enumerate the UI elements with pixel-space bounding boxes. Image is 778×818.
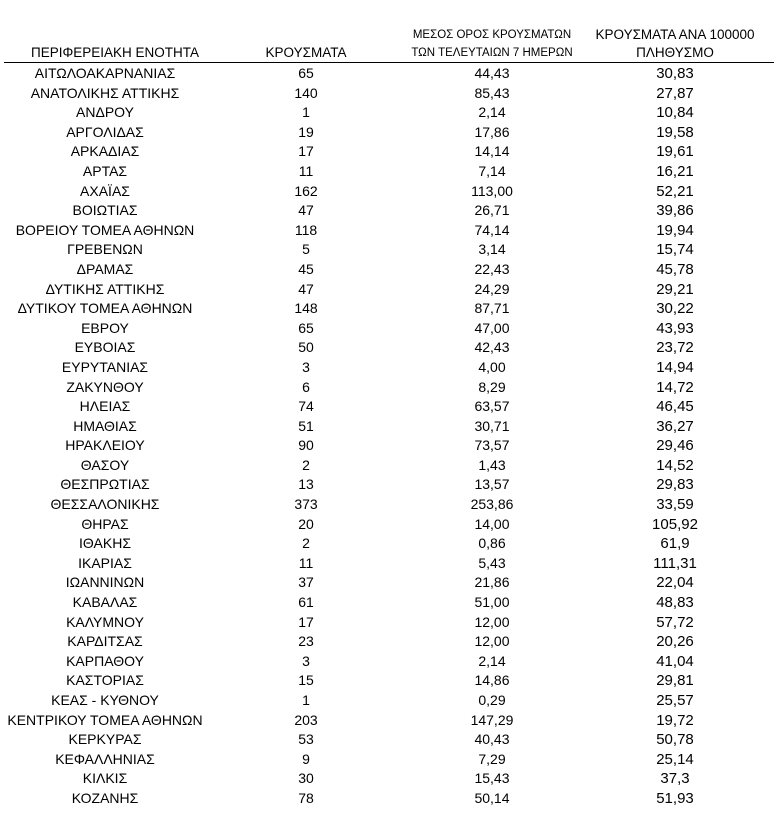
- region-cell: ΑΝΑΤΟΛΙΚΗΣ ΑΤΤΙΚΗΣ: [30, 84, 180, 101]
- cases-cell: 20: [298, 515, 314, 532]
- cases-cell: 17: [298, 613, 314, 630]
- table-row: [0, 711, 778, 731]
- region-cell: ΒΟΙΩΤΙΑΣ: [72, 202, 138, 219]
- region-cell: ΕΥΡΥΤΑΝΙΑΣ: [61, 358, 149, 375]
- region-cell: ΘΗΡΑΣ: [81, 515, 129, 532]
- seven-day-average-cell: 0,86: [478, 535, 506, 552]
- table-row: [0, 319, 778, 339]
- region-cell: ΑΝΔΡΟΥ: [76, 104, 134, 121]
- table-row: [0, 554, 778, 574]
- table-row: [0, 201, 778, 221]
- region-cell: ΕΒΡΟΥ: [81, 319, 129, 336]
- table-row: [0, 299, 778, 319]
- seven-day-average-cell: 5,43: [478, 554, 506, 571]
- table-body: [0, 64, 778, 809]
- seven-day-average-cell: 147,29: [470, 711, 514, 728]
- seven-day-average-cell: 50,14: [474, 789, 510, 806]
- per-100k-cell: 29,83: [656, 476, 694, 494]
- per-100k-cell: 25,14: [656, 750, 694, 768]
- region-cell: ΘΕΣΣΑΛΟΝΙΚΗΣ: [50, 496, 160, 513]
- cases-cell: 13: [298, 476, 314, 493]
- cases-cell: 148: [294, 300, 318, 317]
- seven-day-average-cell: 40,43: [474, 731, 510, 748]
- cases-cell: 47: [298, 280, 314, 297]
- table-row: [0, 789, 778, 809]
- seven-day-average-cell: 47,00: [474, 319, 510, 336]
- seven-day-average-cell: 7,14: [478, 162, 506, 179]
- region-cell: ΑΡΓΟΛΙΔΑΣ: [66, 123, 144, 140]
- region-cell: ΑΡΤΑΣ: [82, 162, 128, 179]
- table-row: [0, 691, 778, 711]
- cases-cell: 2: [302, 456, 310, 473]
- cases-cell: 11: [298, 554, 314, 571]
- table-row: [0, 417, 778, 437]
- cases-cell: 65: [298, 65, 314, 81]
- cases-cell: 3: [302, 652, 310, 669]
- header-divider: [4, 62, 774, 63]
- seven-day-average-cell: 12,00: [474, 633, 510, 650]
- per-100k-cell: 29,21: [656, 280, 694, 298]
- table-row: [0, 671, 778, 691]
- region-cell: ΗΜΑΘΙΑΣ: [73, 417, 137, 434]
- per-100k-cell: 29,81: [656, 672, 694, 690]
- seven-day-average-cell: 17,86: [474, 123, 510, 140]
- cases-cell: 45: [298, 260, 314, 277]
- seven-day-average-cell: 30,71: [474, 417, 510, 434]
- seven-day-average-cell: 44,43: [474, 65, 510, 81]
- table-row: [0, 515, 778, 535]
- region-cell: ΗΡΑΚΛΕΙΟΥ: [65, 437, 145, 454]
- cases-cell: 37: [298, 574, 314, 591]
- table-row: [0, 162, 778, 182]
- seven-day-average-cell: 24,29: [474, 280, 510, 297]
- region-cell: ΑΡΚΑΔΙΑΣ: [70, 143, 140, 160]
- cases-cell: 1: [302, 692, 310, 708]
- per-100k-cell: 111,31: [653, 554, 697, 572]
- per-100k-cell: 10,84: [656, 104, 694, 122]
- region-cell: ΚΑΡΔΙΤΣΑΣ: [67, 633, 143, 650]
- per-100k-cell: 30,22: [656, 300, 694, 318]
- header-region: ΠΕΡΙΦΕΡΕΙΑΚΗ ΕΝΟΤΗΤΑ: [30, 45, 200, 60]
- per-100k-cell: 37,3: [660, 770, 690, 788]
- seven-day-average-cell: 1,43: [478, 456, 506, 473]
- seven-day-average-cell: 14,00: [474, 515, 510, 532]
- seven-day-average-cell: 42,43: [474, 339, 510, 356]
- table-row: [0, 652, 778, 672]
- seven-day-average-cell: 87,71: [474, 300, 510, 317]
- cases-cell: 6: [302, 378, 310, 395]
- table-row: [0, 182, 778, 202]
- per-100k-cell: 15,74: [656, 241, 694, 259]
- per-100k-cell: 46,45: [656, 398, 694, 416]
- seven-day-average-cell: 12,00: [474, 613, 510, 630]
- per-100k-cell: 27,87: [656, 84, 694, 102]
- seven-day-average-cell: 2,14: [478, 652, 506, 669]
- table-row: [0, 456, 778, 476]
- cases-cell: 2: [302, 535, 310, 552]
- cases-cell: 19: [298, 123, 314, 140]
- cases-cell: 51: [298, 417, 314, 434]
- cases-cell: 53: [298, 731, 314, 748]
- header-avg-line1: ΜΕΣΟΣ ΟΡΟΣ ΚΡΟΥΣΜΑΤΩΝ: [412, 29, 572, 41]
- seven-day-average-cell: 2,14: [478, 104, 506, 121]
- cases-cell: 5: [302, 241, 310, 258]
- region-cell: ΘΑΣΟΥ: [80, 456, 130, 473]
- table-row: [0, 534, 778, 554]
- per-100k-cell: 20,26: [656, 633, 694, 651]
- region-cell: ΕΥΒΟΙΑΣ: [74, 339, 136, 356]
- table-row: [0, 142, 778, 162]
- table-row: [0, 358, 778, 378]
- table-row: [0, 613, 778, 633]
- header-seven-day-average: [392, 26, 592, 62]
- table-row: [0, 378, 778, 398]
- region-cell: ΑΧΑΪΑΣ: [80, 182, 130, 199]
- region-cell: ΚΕΡΚΥΡΑΣ: [68, 731, 142, 748]
- cases-cell: 90: [298, 437, 314, 454]
- table-row: [0, 632, 778, 652]
- seven-day-average-cell: 7,29: [478, 750, 506, 767]
- per-100k-cell: 19,58: [656, 123, 694, 141]
- region-cell: ΙΚΑΡΙΑΣ: [78, 554, 132, 571]
- cases-cell: 15: [298, 672, 314, 689]
- table-row: [0, 573, 778, 593]
- cases-cell: 50: [298, 339, 314, 356]
- region-cell: ΚΑΒΑΛΑΣ: [72, 594, 138, 611]
- region-cell: ΔΡΑΜΑΣ: [76, 260, 134, 277]
- cases-cell: 1: [302, 104, 310, 121]
- seven-day-average-cell: 14,86: [474, 672, 510, 689]
- per-100k-cell: 33,59: [656, 496, 694, 514]
- cases-cell: 203: [294, 711, 318, 728]
- per-100k-cell: 43,93: [656, 319, 694, 337]
- per-100k-cell: 41,04: [656, 652, 694, 670]
- header-avg-line2: ΤΩΝ ΤΕΛΕΥΤΑΙΩΝ 7 ΗΜΕΡΩΝ: [411, 47, 573, 59]
- region-cell: ΚΕΑΣ - ΚΥΘΝΟΥ: [51, 692, 159, 708]
- seven-day-average-cell: 15,43: [474, 770, 510, 787]
- cases-cell: 373: [294, 496, 318, 513]
- per-100k-cell: 45,78: [656, 260, 694, 278]
- table-row: [0, 397, 778, 417]
- table-row: [0, 593, 778, 613]
- seven-day-average-cell: 63,57: [474, 398, 510, 415]
- table-row: [0, 123, 778, 143]
- seven-day-average-cell: 113,00: [471, 182, 513, 199]
- table-row: [0, 260, 778, 280]
- seven-day-average-cell: 85,43: [474, 84, 510, 101]
- cases-cell: 162: [294, 182, 318, 199]
- per-100k-cell: 14,94: [656, 358, 694, 376]
- cases-cell: 65: [298, 319, 314, 336]
- region-cell: ΚΙΛΚΙΣ: [82, 770, 128, 787]
- region-cell: ΚΕΝΤΡΙΚΟΥ ΤΟΜΕΑ ΑΘΗΝΩΝ: [7, 711, 203, 728]
- table-row: [0, 64, 778, 84]
- table-row: [0, 84, 778, 104]
- per-100k-cell: 29,46: [656, 437, 694, 455]
- table-row: [0, 730, 778, 750]
- seven-day-average-cell: 13,57: [474, 476, 510, 493]
- seven-day-average-cell: 8,29: [478, 378, 506, 395]
- cases-cell: 140: [294, 84, 318, 101]
- per-100k-cell: 52,21: [656, 182, 694, 200]
- region-cell: ΘΕΣΠΡΩΤΙΑΣ: [60, 476, 150, 493]
- seven-day-average-cell: 4,00: [478, 358, 506, 375]
- table-row: [0, 280, 778, 300]
- seven-day-average-cell: 51,00: [474, 594, 510, 611]
- cases-cell: 3: [302, 358, 310, 375]
- per-100k-cell: 39,86: [656, 202, 694, 220]
- cases-cell: 30: [298, 770, 314, 787]
- table-row: [0, 769, 778, 789]
- per-100k-cell: 22,04: [656, 574, 694, 592]
- per-100k-cell: 61,9: [660, 535, 690, 553]
- cases-cell: 61: [298, 594, 314, 611]
- region-cell: ΓΡΕΒΕΝΩΝ: [67, 241, 143, 258]
- table-row: [0, 221, 778, 241]
- region-cell: ΔΥΤΙΚΗΣ ΑΤΤΙΚΗΣ: [45, 280, 165, 297]
- region-cell: ΚΑΡΠΑΘΟΥ: [66, 652, 144, 669]
- table-row: [0, 436, 778, 456]
- per-100k-cell: 23,72: [656, 339, 694, 357]
- region-cell: ΚΕΦΑΛΛΗΝΙΑΣ: [55, 750, 155, 767]
- per-100k-cell: 19,72: [656, 711, 694, 729]
- region-cell: ΚΑΣΤΟΡΙΑΣ: [66, 672, 144, 689]
- region-cell: ΙΩΑΝΝΙΝΩΝ: [65, 574, 145, 591]
- region-cell: ΑΙΤΩΛΟΑΚΑΡΝΑΝΙΑΣ: [34, 65, 176, 81]
- table-row: [0, 495, 778, 515]
- region-cell: ΖΑΚΥΝΘΟΥ: [66, 378, 144, 395]
- region-cell: ΔΥΤΙΚΟΥ ΤΟΜΕΑ ΑΘΗΝΩΝ: [17, 300, 193, 317]
- cases-cell: 118: [294, 221, 318, 238]
- seven-day-average-cell: 3,14: [478, 241, 506, 258]
- per-100k-cell: 50,78: [656, 731, 694, 749]
- per-100k-cell: 36,27: [656, 417, 694, 435]
- per-100k-cell: 19,61: [656, 143, 694, 161]
- seven-day-average-cell: 0,29: [478, 692, 506, 708]
- per-100k-cell: 16,21: [656, 162, 694, 180]
- header-per100k-line2: ΠΛΗΘΥΣΜΟ: [636, 45, 714, 60]
- region-cell: ΙΘΑΚΗΣ: [79, 535, 131, 552]
- cases-cell: 74: [298, 398, 314, 415]
- table-row: [0, 103, 778, 123]
- cases-cell: 17: [298, 143, 314, 160]
- per-100k-cell: 25,57: [656, 692, 694, 709]
- per-100k-cell: 51,93: [656, 789, 694, 807]
- region-cell: ΗΛΕΙΑΣ: [79, 398, 131, 415]
- cases-cell: 47: [298, 202, 314, 219]
- table-row: [0, 240, 778, 260]
- seven-day-average-cell: 73,57: [474, 437, 510, 454]
- table-row: [0, 338, 778, 358]
- seven-day-average-cell: 74,14: [474, 221, 510, 238]
- cases-cell: 11: [298, 162, 314, 179]
- per-100k-cell: 14,52: [656, 456, 694, 474]
- header-cases-per-100k: [585, 26, 765, 62]
- table-row: [0, 475, 778, 495]
- seven-day-average-cell: 26,71: [474, 202, 510, 219]
- seven-day-average-cell: 253,86: [470, 496, 514, 513]
- header-per100k-line1: ΚΡΟΥΣΜΑΤΑ ΑΝΑ 100000: [595, 27, 755, 42]
- seven-day-average-cell: 22,43: [474, 260, 510, 277]
- per-100k-cell: 30,83: [656, 65, 694, 82]
- per-100k-cell: 57,72: [656, 613, 694, 631]
- table-row: [0, 750, 778, 770]
- header-cases: ΚΡΟΥΣΜΑΤΑ: [265, 45, 347, 60]
- per-100k-cell: 19,94: [656, 221, 694, 239]
- region-cell: ΚΑΛΥΜΝΟΥ: [66, 613, 144, 630]
- seven-day-average-cell: 21,86: [474, 574, 510, 591]
- per-100k-cell: 105,92: [652, 515, 698, 533]
- cases-cell: 9: [302, 750, 310, 767]
- region-cell: ΚΟΖΑΝΗΣ: [71, 789, 139, 806]
- per-100k-cell: 48,83: [656, 594, 694, 612]
- cases-cell: 23: [298, 633, 314, 650]
- region-cell: ΒΟΡΕΙΟΥ ΤΟΜΕΑ ΑΘΗΝΩΝ: [15, 221, 195, 238]
- per-100k-cell: 14,72: [656, 378, 694, 396]
- seven-day-average-cell: 14,14: [474, 143, 510, 160]
- cases-cell: 78: [298, 789, 314, 806]
